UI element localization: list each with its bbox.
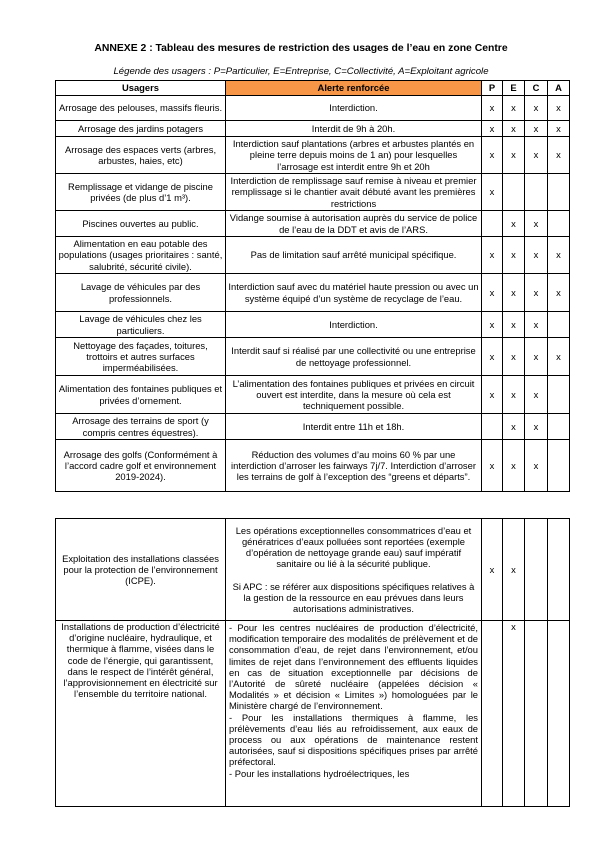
cell-e: x xyxy=(503,621,525,807)
table-header-row xyxy=(56,81,570,96)
table-row xyxy=(56,237,570,274)
cell-e: x xyxy=(503,237,525,274)
cell-c: x xyxy=(525,414,548,440)
cell-a: x xyxy=(548,237,570,274)
cell-p: x xyxy=(482,96,503,121)
row-mesure: Interdit sauf si réalisé par une collectivité ou une entreprise de nettoyage professionnel. xyxy=(226,338,482,376)
cell-a: x xyxy=(548,338,570,376)
cell-a xyxy=(548,621,570,807)
table-row xyxy=(56,274,570,312)
table-row xyxy=(56,376,570,414)
cell-e: x xyxy=(503,519,525,621)
annex-title: ANNEXE 2 : Tableau des mesures de restriction des usages de l’eau en zone Centre xyxy=(94,43,508,54)
table-row xyxy=(56,519,570,621)
cell-c xyxy=(525,621,548,807)
cell-p xyxy=(482,621,503,807)
header-c: C xyxy=(525,81,548,96)
cell-a xyxy=(548,519,570,621)
table-row xyxy=(56,621,570,807)
table-row xyxy=(56,312,570,338)
table-row xyxy=(56,211,570,237)
cell-c: x xyxy=(525,312,548,338)
row-usage: Arrosage des pelouses, massifs fleuris. xyxy=(56,96,226,121)
header-e: E xyxy=(503,81,525,96)
row-mesure: Interdiction. xyxy=(226,312,482,338)
cell-p xyxy=(482,414,503,440)
row-mesure xyxy=(226,519,482,621)
cell-e: x xyxy=(503,312,525,338)
cell-a: x xyxy=(548,96,570,121)
row-usage: Piscines ouvertes au public. xyxy=(56,211,226,237)
row-mesure: Pas de limitation sauf arrêté municipal spécifique. xyxy=(226,237,482,274)
table-row xyxy=(56,174,570,211)
cell-p: x xyxy=(482,338,503,376)
cell-p: x xyxy=(482,519,503,621)
cell-c: x xyxy=(525,338,548,376)
cell-a xyxy=(548,211,570,237)
cell-e: x xyxy=(503,440,525,492)
cell-p: x xyxy=(482,376,503,414)
row-usage: Arrosage des terrains de sport (y compris centres équestres). xyxy=(56,414,226,440)
cell-a xyxy=(548,174,570,211)
cell-p: x xyxy=(482,274,503,312)
mesure-paragraph: - Pour les installations thermiques à flamme, les prélèvements d’eau liés au refroidissement, aux eaux de process ou aux opérations de maintenance restent autorisées, sauf si dispositions spécifiques prises par arrêté préfectoral. xyxy=(229,711,478,768)
row-mesure: Interdiction sauf avec du matériel haute pression ou avec un système équipé d’un système de recyclage de l’eau. xyxy=(226,274,482,312)
cell-a xyxy=(548,414,570,440)
cell-e: x xyxy=(503,137,525,174)
row-usage: Lavage de véhicules par des professionnels. xyxy=(56,274,226,312)
cell-a: x xyxy=(548,274,570,312)
row-mesure: Interdit de 9h à 20h. xyxy=(226,121,482,137)
cell-p: x xyxy=(482,121,503,137)
cell-e: x xyxy=(503,376,525,414)
mesure-paragraph: - Pour les installations hydroélectriques, les xyxy=(229,767,410,779)
cell-a: x xyxy=(548,121,570,137)
cell-e: x xyxy=(503,121,525,137)
cell-p: x xyxy=(482,312,503,338)
cell-e: x xyxy=(503,338,525,376)
cell-a xyxy=(548,312,570,338)
table-row xyxy=(56,440,570,492)
cell-c: x xyxy=(525,121,548,137)
row-mesure: Interdiction. xyxy=(226,96,482,121)
row-usage: Arrosage des espaces verts (arbres, arbustes, haies, etc) xyxy=(56,137,226,174)
cell-a xyxy=(548,376,570,414)
row-usage: Alimentation des fontaines publiques et privées d’ornement. xyxy=(56,376,226,414)
row-mesure: Interdiction sauf plantations (arbres et arbustes plantés en pleine terre depuis moins de 1 an) pour lesquelles l’arrosage est interdit entre 9h et 20h xyxy=(226,137,482,174)
header-a: A xyxy=(548,81,570,96)
cell-c: x xyxy=(525,96,548,121)
table-row xyxy=(56,338,570,376)
cell-c: x xyxy=(525,237,548,274)
table-row xyxy=(56,414,570,440)
row-usage: Exploitation des installations classées pour la protection de l’environnement (ICPE). xyxy=(56,519,226,621)
restrictions-table xyxy=(55,80,570,492)
cell-e xyxy=(503,174,525,211)
row-usage: Remplissage et vidange de piscine privées (de plus d’1 m³). xyxy=(56,174,226,211)
row-usage: Nettoyage des façades, toitures, trottoirs et autres surfaces imperméabilisées. xyxy=(56,338,226,376)
cell-e: x xyxy=(503,96,525,121)
cell-e: x xyxy=(503,414,525,440)
paragraph-spacer xyxy=(228,570,479,581)
users-legend: Légende des usagers : P=Particulier, E=Entreprise, C=Collectivité, A=Exploitant agricole xyxy=(113,66,489,77)
row-usage: Lavage de véhicules chez les particuliers. xyxy=(56,312,226,338)
mesure-paragraph: - Pour les centres nucléaires de production d’électricité, modification temporaire des modalités de prélèvement et de consommation d’eau, de rejet dans l’environnement, et/ou limites de rejet dans l’environnement des effluents liquides en cas de situation exceptionnelle par décisions de l’Autorité de sûreté nucléaire (appelées décision « Modalités » et décision « Limites ») homologuées par le Ministère chargé de l’environnement. xyxy=(229,622,478,712)
cell-c: x xyxy=(525,211,548,237)
row-mesure: L’alimentation des fontaines publiques et privées en circuit ouvert est interdite, dans la mesure où cela est techniquement possible. xyxy=(226,376,482,414)
cell-c: x xyxy=(525,274,548,312)
row-mesure: Interdit entre 11h et 18h. xyxy=(226,414,482,440)
cell-c xyxy=(525,174,548,211)
cell-p xyxy=(482,211,503,237)
table-row xyxy=(56,137,570,174)
row-mesure: Réduction des volumes d’au moins 60 % par une interdiction d’arroser les fairways 7j/7. Interdiction d’arroser les terrains de golf à l’exception des “greens et départs”. xyxy=(226,440,482,492)
header-p: P xyxy=(482,81,503,96)
cell-a xyxy=(548,440,570,492)
row-usage: Arrosage des golfs (Conformément à l’accord cadre golf et environnement 2019-2024). xyxy=(56,440,226,492)
cell-p: x xyxy=(482,237,503,274)
header-usagers: Usagers xyxy=(56,81,226,96)
cell-c: x xyxy=(525,376,548,414)
cell-p: x xyxy=(482,174,503,211)
row-usage: Installations de production d’électricité d’origine nucléaire, hydraulique, et thermique à flamme, visées dans le code de l’énergie, qui garantissent, dans le respect de l’intérêt général, l’approvisionnement en électricité sur l’ensemble du territoire national. xyxy=(56,621,226,807)
mesure-paragraph: Si APC : se référer aux dispositions spécifiques relatives à la gestion de la ressource en eau prévues dans leurs autorisations administratives. xyxy=(232,580,475,614)
cell-c xyxy=(525,519,548,621)
row-mesure xyxy=(226,621,482,807)
cell-c: x xyxy=(525,440,548,492)
row-mesure: Vidange soumise à autorisation auprès du service de police de l’eau de la DDT et avis de l’ARS. xyxy=(226,211,482,237)
cell-p: x xyxy=(482,137,503,174)
table-row xyxy=(56,121,570,137)
mesure-paragraph: Les opérations exceptionnelles consommatrices d’eau et génératrices d’eaux polluées sont reportées (exemple d’opération de nettoyage grande eau) sauf impératif sanitaire ou lié à la sécurité publique. xyxy=(235,524,472,570)
row-usage: Arrosage des jardins potagers xyxy=(56,121,226,137)
row-usage: Alimentation en eau potable des populations (usages prioritaires : santé, salubrité, sécurité civile). xyxy=(56,237,226,274)
cell-p: x xyxy=(482,440,503,492)
cell-e: x xyxy=(503,274,525,312)
header-alerte-renforcee: Alerte renforcée xyxy=(226,81,482,96)
cell-a: x xyxy=(548,137,570,174)
cell-e: x xyxy=(503,211,525,237)
cell-c: x xyxy=(525,137,548,174)
row-mesure: Interdiction de remplissage sauf remise à niveau et premier remplissage si le chantier avait débuté avant les premières restrictions xyxy=(226,174,482,211)
table-row xyxy=(56,96,570,121)
industrial-restrictions-table xyxy=(55,518,570,807)
